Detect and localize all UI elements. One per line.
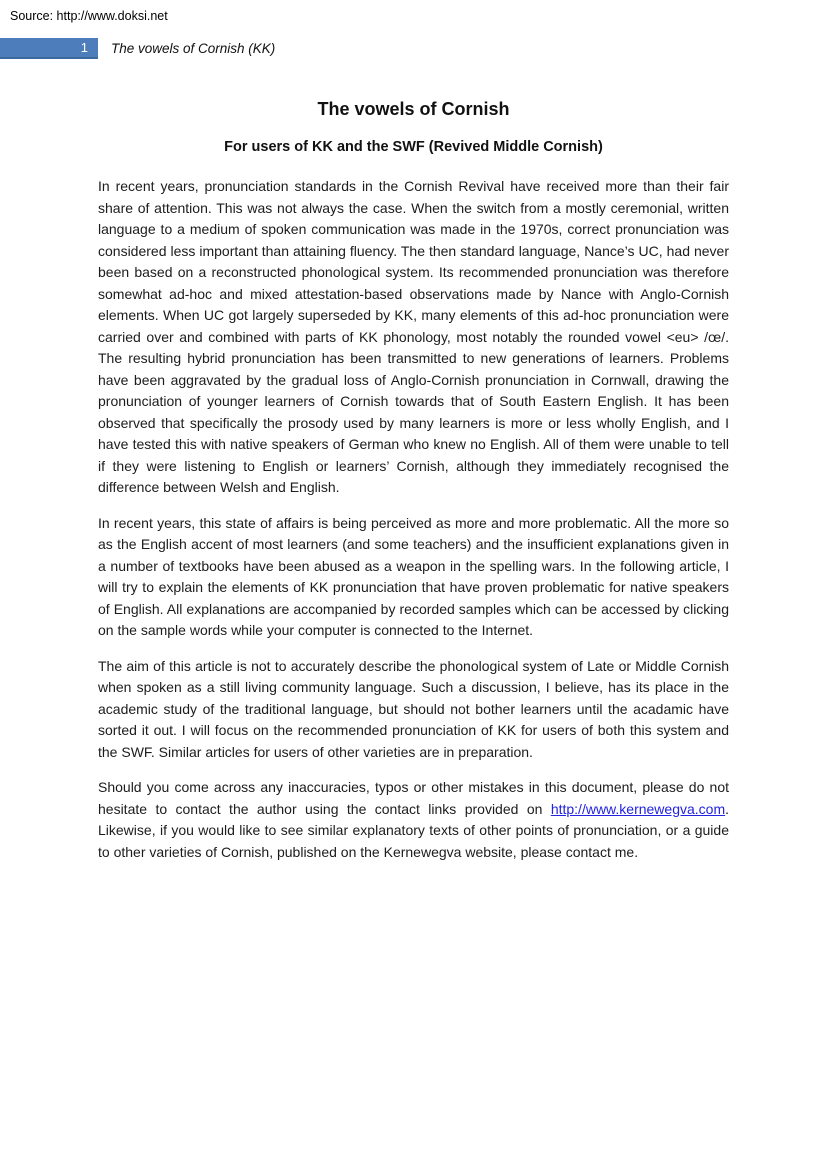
kernewegva-link[interactable]: http://www.kernewegva.com bbox=[550, 800, 726, 817]
page-header bbox=[0, 38, 827, 59]
paragraph-text-before-link: Should you come across any inaccuracies, typos or other mistakes in this document, please do not hesitate to contact the author using the contact links provided on bbox=[98, 779, 729, 817]
source-line: Source: http://www.doksi.net bbox=[10, 9, 168, 23]
paragraph-text-after-link: . Likewise, if you would like to see similar explanatory texts of other points of pronunciation, or a guide to other varieties of Cornish, published on the Kernewegva website, please contact me. bbox=[98, 800, 729, 860]
document-subtitle: For users of KK and the SWF (Revived Middle Cornish) bbox=[224, 139, 603, 155]
paragraph-1: In recent years, pronunciation standards in the Cornish Revival have received more than their fair share of attention. This was not always the case. When the switch from a mostly ceremonial, written language to a medium of spoken communication was made in the 1970s, correct pronunciation was considered less important than attaining fluency. The then standard language, Nance’s UC, had never been based on a reconstructed phonological system. Its recommended pronunciation was therefore somewhat ad-hoc and mixed attestation-based observations made by Nance with Anglo-Cornish elements. When UC got largely superseded by KK, many elements of this ad-hoc pronunciation were carried over and combined with parts of KK phonology, most notably the rounded vowel <eu> /œ/. The resulting hybrid pronunciation has been transmitted to new generations of learners. Problems have been aggravated by the gradual loss of Anglo-Cornish pronunciation in Cornwall, drawing the pronunciation of younger learners of Cornish towards that of South Eastern English. It has been observed that specifically the prosody used by many learners is more or less wholly English, and I have tested this with native speakers of German who knew no English. All of them were unable to tell if they were listening to English or learners’ Cornish, although they immediately recognised the difference between Welsh and English. bbox=[98, 178, 729, 495]
page-number-badge bbox=[0, 38, 98, 59]
running-header-title: The vowels of Cornish (KK) bbox=[111, 41, 276, 56]
paragraph-4 bbox=[98, 777, 729, 863]
paragraph-2: In recent years, this state of affairs is being perceived as more and more problematic. All the more so as the English accent of most learners (and some teachers) and the insufficient explanations given in a number of textbooks have been abused as a weapon in the spelling wars. In the following article, I will try to explain the elements of KK pronunciation that have proven problematic for native speakers of English. All explanations are accompanied by recorded samples which can be accessed by clicking on the sample words while your computer is connected to the Internet. bbox=[98, 514, 729, 638]
document-body bbox=[98, 99, 729, 877]
page-number: 1 bbox=[80, 40, 88, 55]
paragraph-3: The aim of this article is not to accurately describe the phonological system of Late or Middle Cornish when spoken as a still living community language. Such a discussion, I believe, has its place in the academic study of the traditional language, but should not bother learners until the acadamic have sorted it out. I will focus on the recommended pronunciation of KK for users of both this system and the SWF. Similar articles for users of other varieties are in preparation. bbox=[98, 657, 729, 760]
document-title: The vowels of Cornish bbox=[317, 99, 510, 119]
